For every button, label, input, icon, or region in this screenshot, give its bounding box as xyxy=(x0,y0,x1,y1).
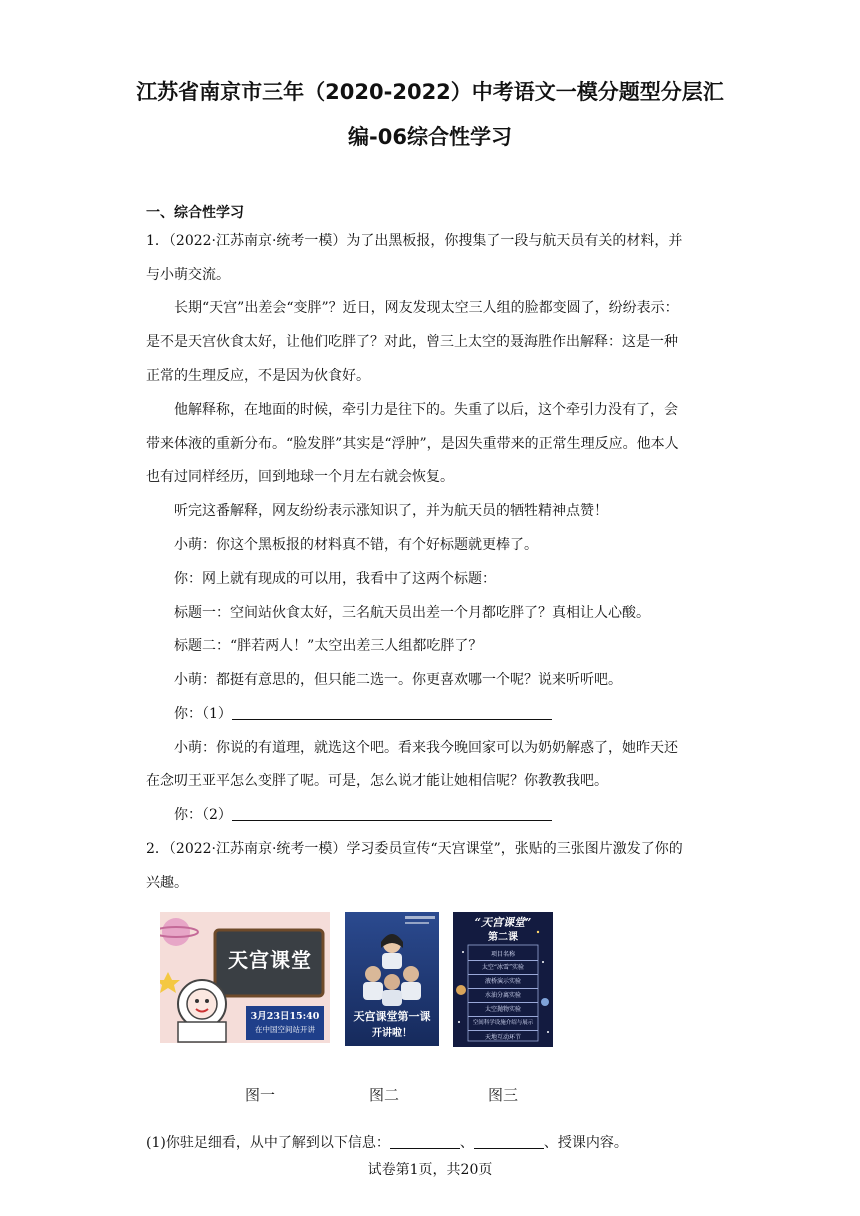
figure-3-item: 液桥演示实验 xyxy=(468,974,538,988)
figure-1-time: 3月23日15:40 xyxy=(250,1011,320,1022)
q1-para1-line-3: 正常的生理反应，不是因为伙食好。 xyxy=(146,368,370,384)
figure-2-slogan-1: 天宫课堂第一课 xyxy=(353,1010,431,1023)
q2-intro-line-2: 兴趣。 xyxy=(146,875,188,891)
q2-sub1-prefix: (1)你驻足细看，从中了解到以下信息： xyxy=(146,1135,390,1151)
q1-dialogue-6-line-2: 在念叨王亚平怎么变胖了呢。可是，怎么说才能让她相信呢？你教教我吧。 xyxy=(146,773,608,789)
figure-3-item: 太空抛物实验 xyxy=(468,1002,538,1016)
figure-3-item-list xyxy=(468,960,538,1044)
q1-para2-line-2: 带来体液的重新分布。“脸发胖”其实是“浮肿”，是因失重带来的正常生理反应。他本人 xyxy=(146,436,679,452)
answer-blank-3[interactable] xyxy=(390,1134,460,1149)
q1-intro-line-1: 1．（2022·江苏南京·统考一模）为了出黑板报，你搜集了一段与航天员有关的材料，并 xyxy=(146,233,683,249)
page-footer: 试卷第1页，共20页 xyxy=(367,1162,493,1178)
q1-para1-line-2: 是不是天宫伙食太好，让他们吃胖了？对此，曾三上太空的聂海胜作出解释：这是一种 xyxy=(146,334,678,350)
q2-sub1-separator: 、 xyxy=(459,1135,474,1151)
q1-answer-1-label: 你：（1） xyxy=(174,706,232,722)
title-line-2: 编-06综合性学习 xyxy=(348,125,512,149)
figure-2-caption: 图二 xyxy=(369,1086,400,1104)
figure-3-item: 水油分离实验 xyxy=(468,988,538,1002)
figure-3-sub: 第二课 xyxy=(488,932,518,943)
q1-para2-line-1: 他解释称，在地面的时候，牵引力是往下的。失重了以后，这个牵引力没有了，会 xyxy=(174,402,678,418)
figure-1-poster xyxy=(160,912,330,1043)
q1-para2-line-3: 也有过同样经历，回到地球一个月左右就会恢复。 xyxy=(146,469,454,485)
q2-sub-question-1 xyxy=(146,1133,718,1153)
q1-answer-2 xyxy=(174,805,746,825)
answer-blank-1[interactable] xyxy=(232,705,552,720)
q2-intro-line-1: 2．（2022·江苏南京·统考一模）学习委员宣传“天宫课堂”，张贴的三张图片激发了你的 xyxy=(146,841,683,857)
figure-3-header: “天宫课堂” xyxy=(474,916,532,929)
figure-1-board-title: 天宫课堂 xyxy=(228,948,312,972)
q1-dialogue-1: 小萌：你这个黑板报的材料真不错，有个好标题就更棒了。 xyxy=(174,537,538,553)
q1-para1-line-1: 长期“天宫”出差会“变胖”？近日，网友发现太空三人组的脸都变圆了，纷纷表示： xyxy=(174,300,679,316)
q1-intro-line-2: 与小萌交流。 xyxy=(146,267,230,283)
figure-3-item: 天地互动环节 xyxy=(468,1030,538,1044)
figure-1-caption: 图一 xyxy=(245,1086,276,1104)
figure-3-list-title: 项目名称 xyxy=(490,951,515,958)
q1-dialogue-5: 小萌：都挺有意思的，但只能二选一。你更喜欢哪一个呢？说来听听吧。 xyxy=(174,672,622,688)
q1-answer-2-label: 你：（2） xyxy=(174,807,232,823)
figure-3-poster xyxy=(453,912,553,1047)
figure-3-item: 太空“冰雪”实验 xyxy=(468,960,538,974)
answer-blank-4[interactable] xyxy=(474,1134,544,1149)
q1-answer-1 xyxy=(174,704,746,724)
answer-blank-2[interactable] xyxy=(232,806,552,821)
q1-dialogue-2: 你：网上就有现成的可以用，我看中了这两个标题： xyxy=(174,571,496,587)
q2-sub1-suffix: 、授课内容。 xyxy=(543,1135,628,1151)
figure-2-poster xyxy=(345,912,439,1046)
title-line-1: 江苏省南京市三年（2020-2022）中考语文一模分题型分层汇 xyxy=(136,80,724,104)
q1-para3: 听完这番解释，网友纷纷表示涨知识了，并为航天员的牺牲精神点赞！ xyxy=(174,503,608,519)
figure-3-item: 空间科学设施介绍与展示 xyxy=(468,1016,538,1030)
figure-3-caption: 图三 xyxy=(488,1086,519,1104)
figure-1-place: 在中国空间站开讲 xyxy=(255,1025,315,1034)
q1-dialogue-4: 标题二：“胖若两人！”太空出差三人组都吃胖了？ xyxy=(174,638,483,654)
q1-dialogue-6-line-1: 小萌：你说的有道理，就选这个吧。看来我今晚回家可以为奶奶解惑了，她昨天还 xyxy=(174,740,678,756)
figure-2-slogan-2: 开讲啦！ xyxy=(372,1028,412,1039)
q1-dialogue-3: 标题一：空间站伙食太好，三名航天员出差一个月都吃胖了？真相让人心酸。 xyxy=(174,605,650,621)
section-heading: 一、综合性学习 xyxy=(146,205,244,221)
